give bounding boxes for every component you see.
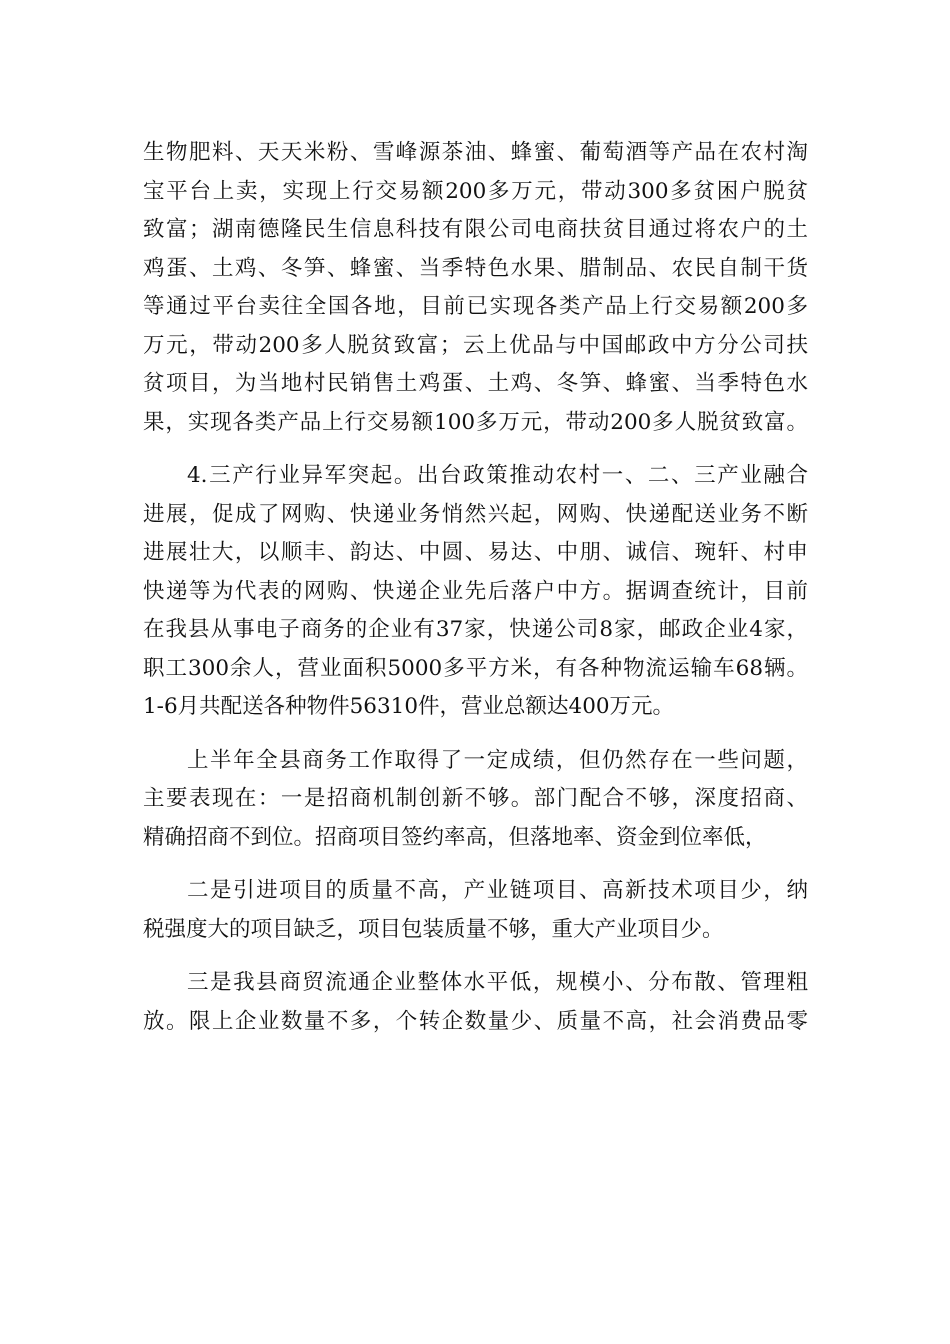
text-line: 主要表现在：一是招商机制创新不够。部门配合不够，深度招商、 <box>143 786 808 811</box>
text-line: 等通过平台卖往全国各地，目前已实现各类产品上行交易额200多 <box>143 294 808 319</box>
text-line: 贫项目，为当地村民销售土鸡蛋、土鸡、冬笋、蜂蜜、当季特色水 <box>143 371 808 396</box>
paragraph-tertiary-industry <box>143 457 808 727</box>
text-line: 二是引进项目的质量不高，产业链项目、高新技术项目少，纳 <box>187 878 808 903</box>
text-line: 万元，带动200多人脱贫致富；云上优品与中国邮政中方分公司扶 <box>143 332 808 358</box>
text-line: 鸡蛋、土鸡、冬笋、蜂蜜、当季特色水果、腊制品、农民自制干货 <box>143 255 808 281</box>
text-line: 进展，促成了网购、快递业务悄然兴起，网购、快递配送业务不断 <box>143 501 808 527</box>
text-line: 三是我县商贸流通企业整体水平低，规模小、分布散、管理粗 <box>187 970 808 995</box>
text-line: 进展壮大，以顺丰、韵达、中圆、易达、中朋、诚信、琬轩、村申 <box>143 540 808 565</box>
text-line: 精确招商不到位。招商项目签约率高，但落地率、资金到位率低， <box>143 824 767 850</box>
body-text <box>143 134 808 1041</box>
paragraph-ecommerce-poverty <box>143 134 808 442</box>
text-line: 生物肥料、天天米粉、雪峰源茶油、蜂蜜、葡萄酒等产品在农村淘 <box>143 140 808 165</box>
text-line: 快递等为代表的网购、快递企业先后落户中方。据调查统计，目前 <box>143 578 808 604</box>
text-line: 果，实现各类产品上行交易额100多万元，带动200多人脱贫致富。 <box>143 409 808 435</box>
text-line: 税强度大的项目缺乏，项目包装质量不够，重大产业项目少。 <box>143 916 724 942</box>
text-line: 职工300余人，营业面积5000多平方米，有各种物流运输车68辆。 <box>143 655 808 681</box>
paragraph-commerce-enterprises <box>143 964 808 1041</box>
text-line: 致富；湖南德隆民生信息科技有限公司电商扶贫目通过将农户的土 <box>143 217 808 242</box>
paragraph-problems-intro <box>143 742 808 858</box>
text-line: 放。限上企业数量不多，个转企数量少、质量不高，社会消费品零 <box>143 1008 808 1034</box>
paragraph-project-quality <box>143 872 808 949</box>
text-line: 上半年全县商务工作取得了一定成绩，但仍然存在一些问题， <box>187 747 808 773</box>
text-line: 4.三产行业异军突起。出台政策推动农村一、二、三产业融合 <box>187 463 808 488</box>
text-line: 1-6月共配送各种物件56310件，营业总额达400万元。 <box>143 694 675 719</box>
text-line: 在我县从事电子商务的企业有37家，快递公司8家，邮政企业4家， <box>143 617 808 642</box>
text-line: 宝平台上卖，实现上行交易额200多万元，带动300多贫困户脱贫 <box>143 178 808 204</box>
